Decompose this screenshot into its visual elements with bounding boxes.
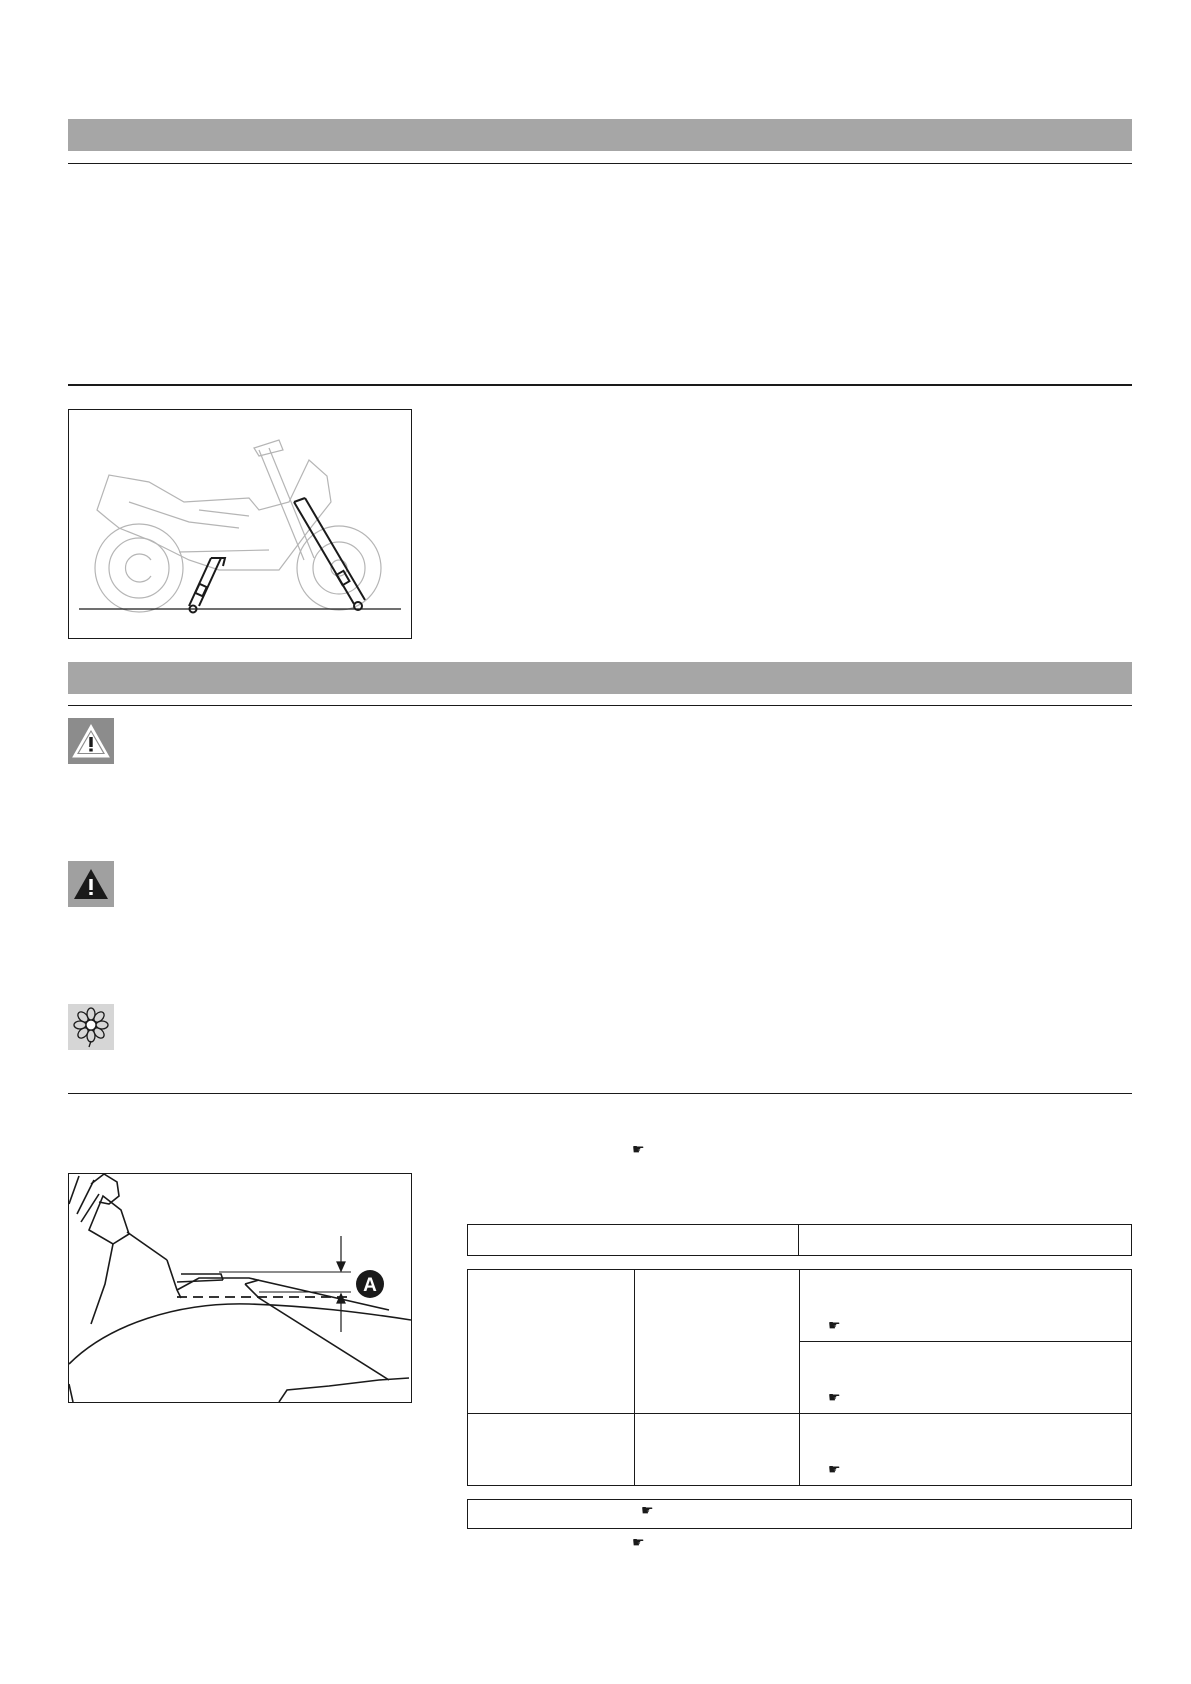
figure-fuel-tank-level <box>68 1173 412 1403</box>
section-underline-2 <box>68 705 1132 706</box>
pointing-hand-icon: ☛ <box>632 1535 645 1551</box>
fuel-tank-level-illustration <box>69 1174 411 1402</box>
section-underline-1 <box>68 163 1132 164</box>
spec-header-cell-1 <box>468 1225 799 1256</box>
section-header-bar-1 <box>68 119 1132 151</box>
warning-triangle-outline-icon <box>68 718 114 764</box>
flower-environment-icon <box>68 1004 114 1050</box>
spec-cell-row1-col2 <box>635 1270 800 1414</box>
figure-motorcycle-tie-down <box>68 409 412 639</box>
warning-triangle-solid-icon <box>68 861 114 907</box>
pointing-hand-icon: ☛ <box>641 1503 654 1519</box>
motorcycle-tie-down-illustration <box>69 410 411 638</box>
pointing-hand-icon: ☛ <box>828 1318 841 1334</box>
note-box <box>467 1499 1132 1529</box>
spec-table-header <box>467 1224 1132 1256</box>
spec-cell-row3-col2 <box>635 1414 800 1486</box>
section-divider-1 <box>68 384 1132 386</box>
callout-a-label: A <box>363 1275 377 1296</box>
section-divider-2 <box>68 1093 1132 1094</box>
spec-table-body <box>467 1269 1132 1486</box>
spec-cell-row1-col1 <box>468 1270 635 1414</box>
pointing-hand-icon: ☛ <box>828 1390 841 1406</box>
spec-cell-row3-col3 <box>800 1414 1132 1486</box>
section-header-bar-2 <box>68 662 1132 694</box>
spec-header-cell-2 <box>799 1225 1132 1256</box>
pointing-hand-icon: ☛ <box>632 1142 645 1158</box>
spec-cell-row1-col3 <box>800 1270 1132 1342</box>
spec-cell-row3-col1 <box>468 1414 635 1486</box>
spec-cell-row2-col3 <box>800 1342 1132 1414</box>
pointing-hand-icon: ☛ <box>828 1462 841 1478</box>
